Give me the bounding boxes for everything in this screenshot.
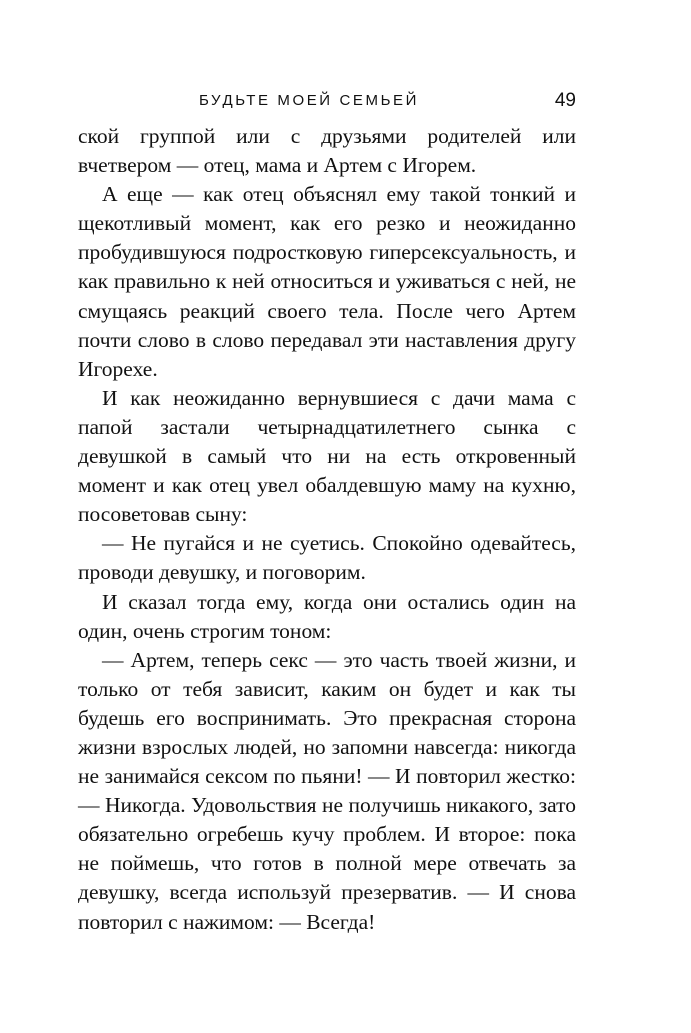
paragraph-3: И как неожиданно вернувшиеся с дачи мама с папой застали четырнадцатилетнего сынка с девушкой в самый что ни на есть откровенный момент и как отец увел обалдевшую маму на кухню, посоветовав сыну:	[78, 385, 576, 527]
dialogue-paragraph-2: — Артем, теперь секс — это часть твоей жизни, и только от тебя зависит, каким он будет и как ты будешь его воспринимать. Это прекрасная сторона жизни взрослых людей, но запомни навсегда: никогда не занимайся сексом по пьяни! — И повторил жестко: — Никогда. Удовольствия не получишь никакого, зато обязательно огребешь кучу проблем. И второе: пока не поймешь, что готов в полной мере отвечать за девушку, всегда используй презерватив. — И снова повторил с нажимом: — Всегда!	[78, 647, 576, 934]
running-title: БУДЬТЕ МОЕЙ СЕМЬЕЙ	[198, 92, 420, 109]
paragraph-2: А еще — как отец объяснял ему такой тонкий и щекотливый момент, как его резко и неожиданно пробудившуюся подростковую гиперсексуальность, и как правильно к ней относиться и уживаться с ней, не смущаясь реакций своего тела. После чего Артем почти слово в слово передавал эти наставления другу Игорехе.	[78, 182, 576, 381]
running-head	[78, 88, 576, 114]
page-number: 49	[554, 90, 576, 111]
paragraph-4: И сказал тогда ему, когда они остались один на один, очень строгим тоном:	[78, 589, 576, 643]
body-text	[78, 122, 576, 937]
dialogue-paragraph-1: — Не пугайся и не суетись. Спокойно одевайтесь, проводи девушку, и поговорим.	[78, 531, 576, 585]
paragraph-1: ской группой или с друзьями родителей или вчетвером — отец, мама и Артем с Игорем.	[78, 124, 576, 178]
